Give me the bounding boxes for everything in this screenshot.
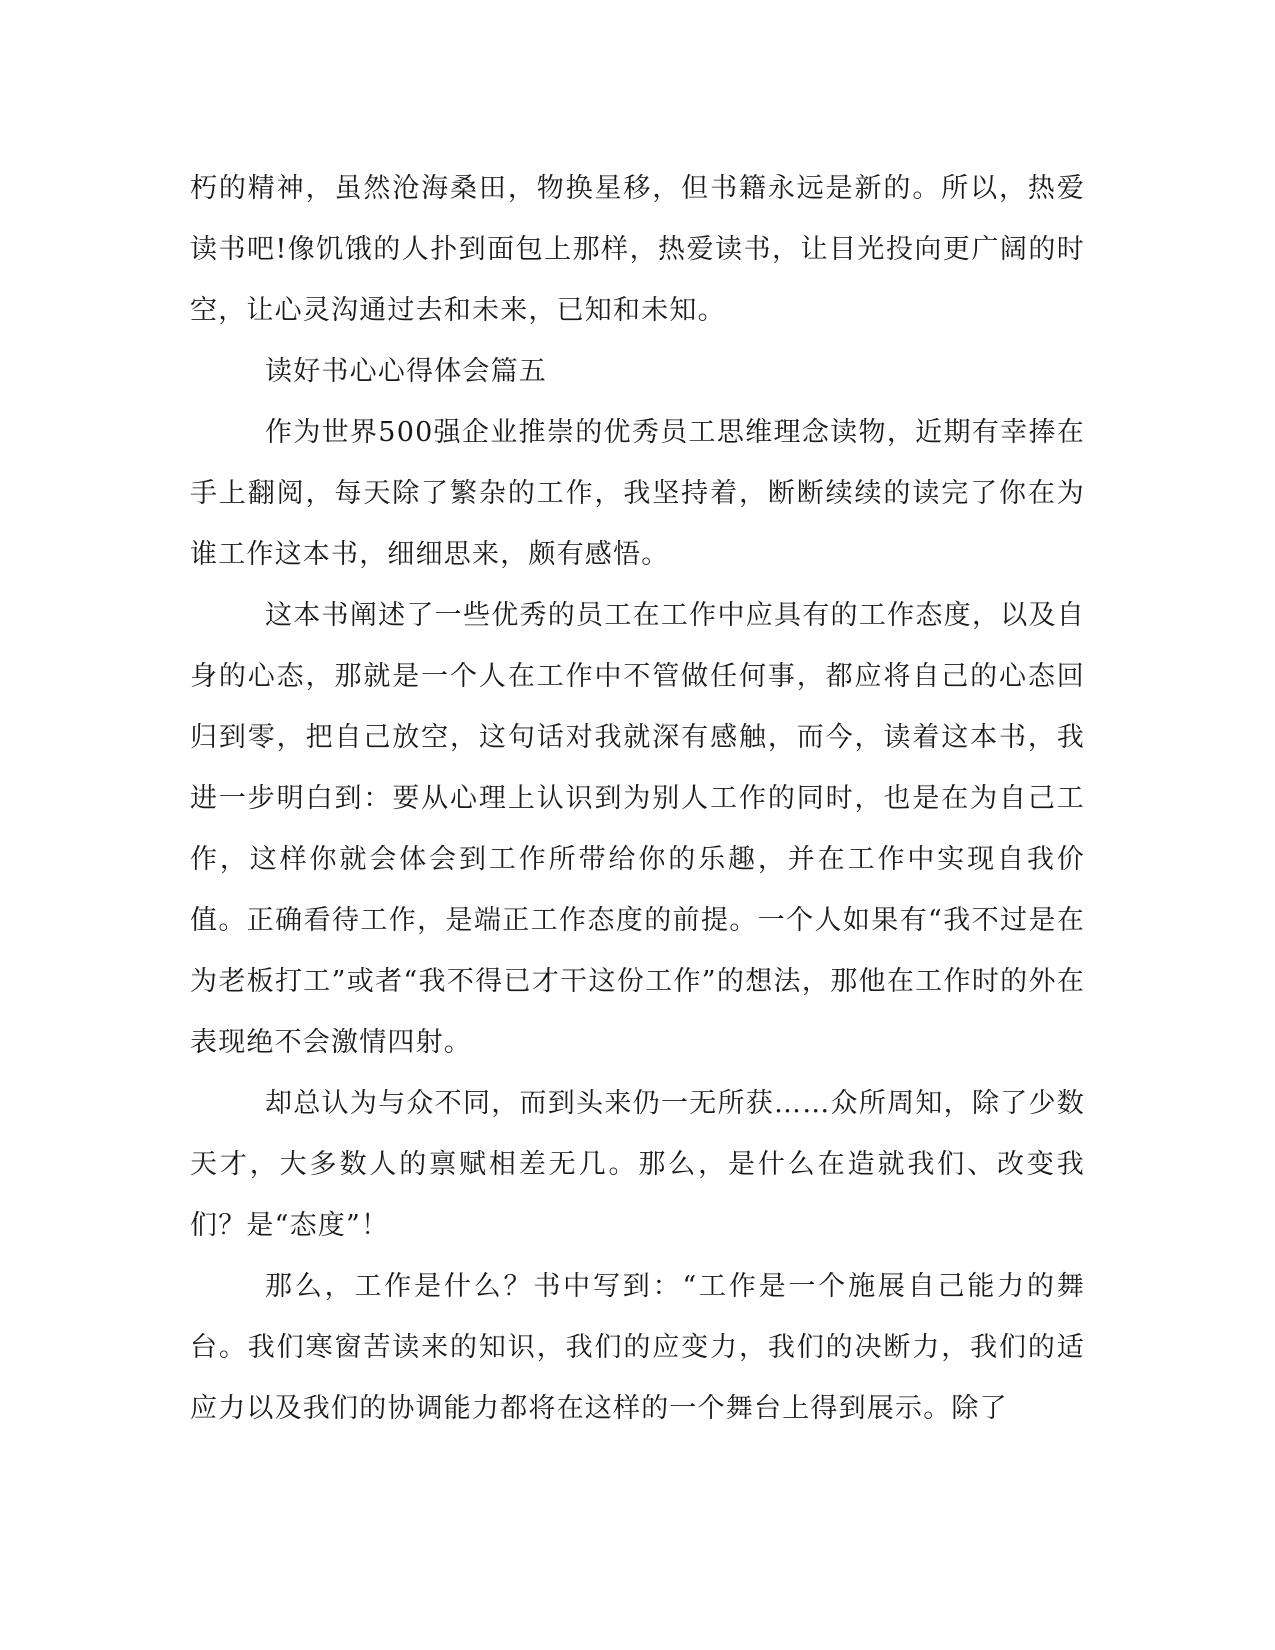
section-heading: 读好书心心得体会篇五 (265, 356, 547, 387)
paragraph-continuation: 朽的精神，虽然沧海桑田，物换星移，但书籍永远是新的。所以，热爱读书吧!像饥饿的人扑到面包上那样，热爱读书，让目光投向更广阔的时空，让心灵沟通过去和未来，已知和未知。 (190, 173, 1085, 326)
document-body (190, 158, 1085, 1439)
paragraph: 却总认为与众不同，而到头来仍一无所获……众所周知，除了少数天才，大多数人的禀赋相差无几。那么，是什么在造就我们、改变我们？是“态度”！ (190, 1088, 1085, 1241)
paragraph: 作为世界500强企业推崇的优秀员工思维理念读物，近期有幸捧在手上翻阅，每天除了繁杂的工作，我坚持着，断断续续的读完了你在为谁工作这本书，细细思来，颇有感悟。 (190, 417, 1085, 570)
paragraph: 那么，工作是什么？书中写到：“工作是一个施展自己能力的舞台。我们寒窗苦读来的知识，我们的应变力，我们的决断力，我们的适应力以及我们的协调能力都将在这样的一个舞台上得到展示。除了 (190, 1271, 1085, 1424)
paragraph: 这本书阐述了一些优秀的员工在工作中应具有的工作态度，以及自身的心态，那就是一个人在工作中不管做任何事，都应将自己的心态回归到零，把自己放空，这句话对我就深有感触，而今，读着这本书，我进一步明白到：要从心理上认识到为别人工作的同时，也是在为自己工作，这样你就会体会到工作所带给你的乐趣，并在工作中实现自我价值。正确看待工作，是端正工作态度的前提。一个人如果有“我不过是在为老板打工”或者“我不得已才干这份工作”的想法，那他在工作时的外在表现绝不会激情四射。 (190, 600, 1085, 1058)
